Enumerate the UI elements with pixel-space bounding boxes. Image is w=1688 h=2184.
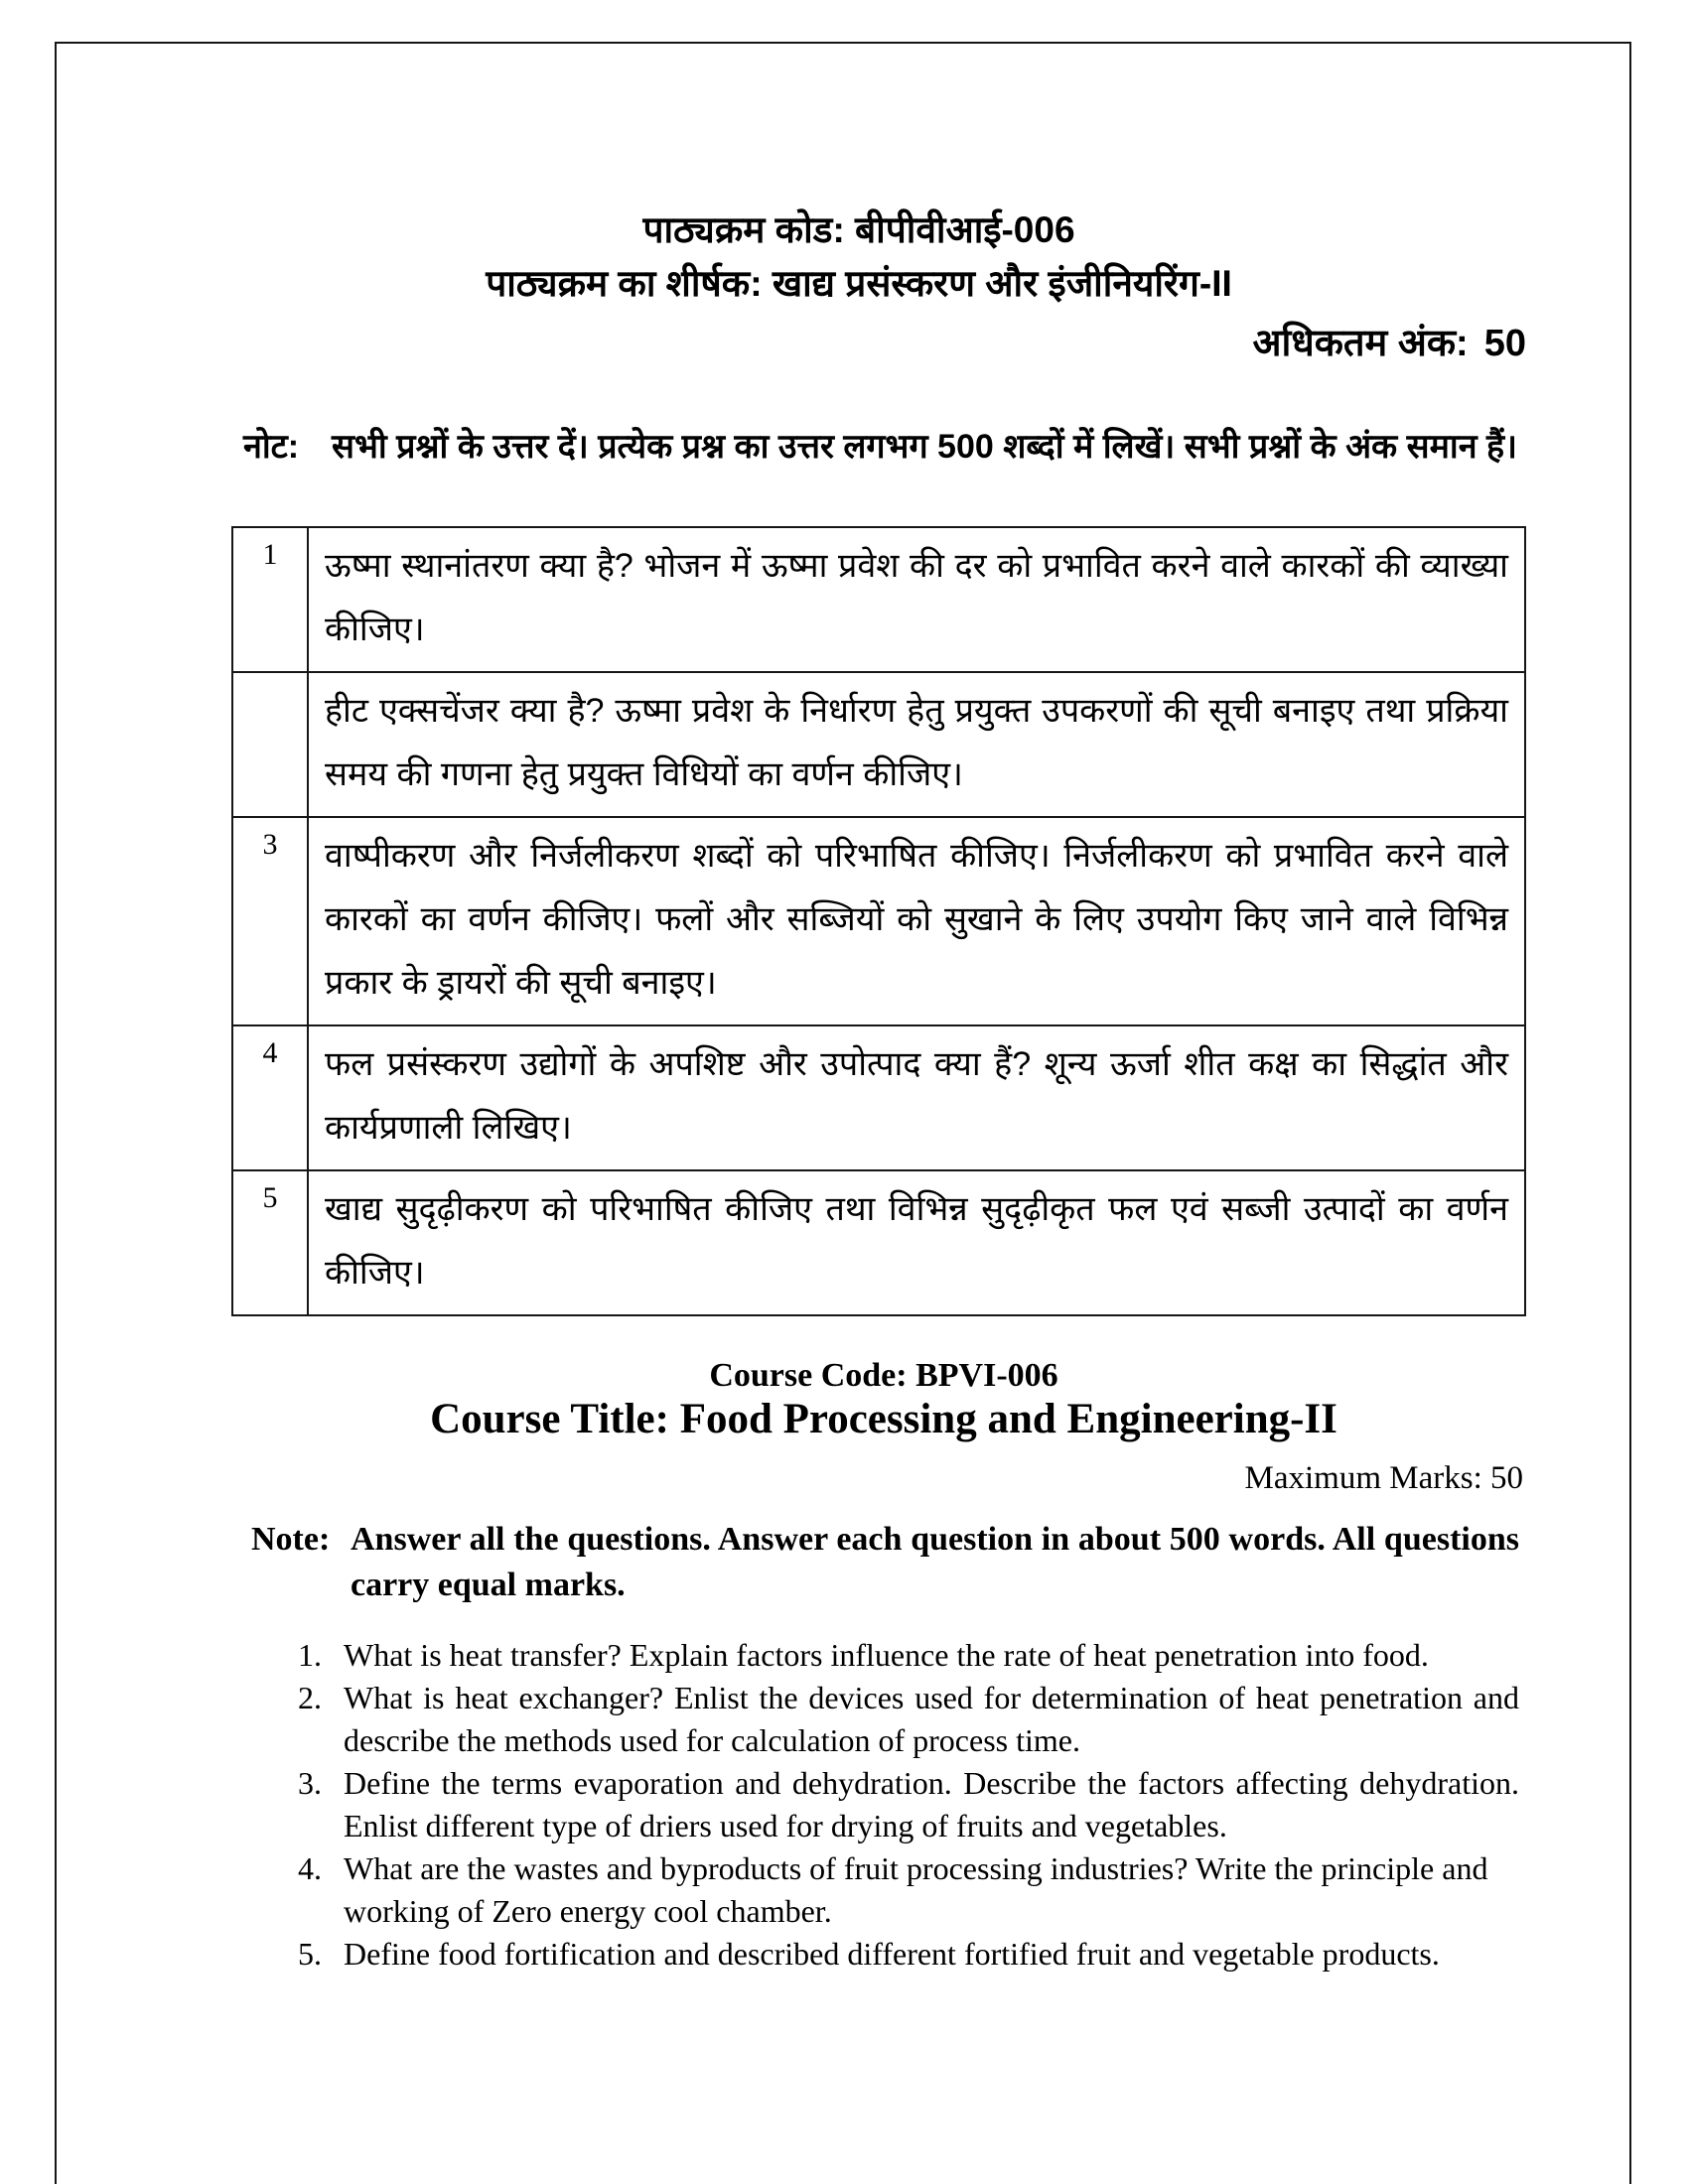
hindi-note [243,417,1519,477]
english-note-label: Note: [251,1521,331,1558]
english-question-list [298,1634,1519,1976]
hindi-header [233,204,1484,311]
question-number: 4 [232,1025,308,1170]
question-number: 3 [232,817,308,1025]
question-text: खाद्य सुदृढ़ीकरण को परिभाषित कीजिए तथा विभिन्न सुदृढ़ीकृत फल एवं सब्जी उत्पादों का वर्णन कीजिए। [308,1170,1525,1315]
question-text: ऊष्मा स्थानांतरण क्या है? भोजन में ऊष्मा प्रवेश की दर को प्रभावित करने वाले कारकों की व्याख्या कीजिए। [308,527,1525,672]
question-number: 1 [232,527,308,672]
question-number: 2. [298,1680,322,1715]
question-number [232,672,308,817]
question-number: 4. [298,1850,322,1886]
question-number: 1. [298,1637,322,1673]
table-row [232,1170,1525,1315]
list-item [298,1933,1519,1976]
english-note-text: Answer all the questions. Answer each question in about 500 words. All questions carry equal marks. [351,1521,1519,1603]
question-text: वाष्पीकरण और निर्जलीकरण शब्दों को परिभाषित कीजिए। निर्जलीकरण को प्रभावित करने वाले कारकों का वर्णन कीजिए। फलों और सब्जियों को सुखाने के लिए उपयोग किए जाने वाले विभिन्न प्रकार के ड्रायरों की सूची बनाइए। [308,817,1525,1025]
list-item [298,1677,1519,1762]
hindi-note-text: सभी प्रश्नों के उत्तर दें। प्रत्येक प्रश्न का उत्तर लगभग 500 शब्दों में लिखें। सभी प्रश्नों के अंक समान हैं। [332,428,1517,466]
question-text: फल प्रसंस्करण उद्योगों के अपशिष्ट और उपोत्पाद क्या हैं? शून्य ऊर्जा शीत कक्ष का सिद्धांत और कार्यप्रणाली लिखिए। [308,1025,1525,1170]
hindi-questions-table [231,526,1526,1316]
question-number: 5. [298,1936,322,1972]
english-course-title: Course Title: Food Processing and Engineering-II [430,1396,1337,1442]
question-text: What is heat exchanger? Enlist the devices used for determination of heat penetration and describe the methods used for calculation of process time. [344,1680,1519,1758]
table-row [232,527,1525,672]
table-row [232,672,1525,817]
question-text: What are the wastes and byproducts of fruit processing industries? Write the principle and working of Zero energy cool chamber. [344,1850,1488,1929]
english-max-marks: Maximum Marks: 50 [1244,1460,1523,1496]
english-course-code: Course Code: BPVI-006 [709,1357,1058,1394]
question-text: Define food fortification and described different fortified fruit and vegetable products. [344,1936,1440,1972]
table-row [232,817,1525,1025]
hindi-max-marks [1252,318,1526,369]
table-row [232,1025,1525,1170]
question-text: Define the terms evaporation and dehydration. Describe the factors affecting dehydration. Enlist different type of driers used for drying of fruits and vegetables. [344,1765,1519,1843]
question-text: हीट एक्सचेंजर क्या है? ऊष्मा प्रवेश के निर्धारण हेतु प्रयुक्त उपकरणों की सूची बनाइए तथा प्रक्रिया समय की गणना हेतु प्रयुक्त विधियों का वर्णन कीजिए। [308,672,1525,817]
question-text: What is heat transfer? Explain factors influence the rate of heat penetration into food. [344,1637,1429,1673]
question-number: 3. [298,1765,322,1801]
hindi-course-title: पाठ्यक्रम का शीर्षक: खाद्य प्रसंस्करण और इंजीनियरिंग-II [486,263,1232,304]
list-item [298,1634,1519,1677]
hindi-note-label: नोट: [243,428,300,466]
list-item [298,1847,1519,1933]
hindi-course-code: पाठ्यक्रम कोड: बीपीवीआई-006 [642,209,1075,250]
list-item [298,1762,1519,1847]
question-number: 5 [232,1170,308,1315]
english-note [251,1517,1519,1608]
hindi-max-marks-value: 50 [1483,323,1526,364]
hindi-max-marks-label: अधिकतम अंक: [1252,323,1469,364]
